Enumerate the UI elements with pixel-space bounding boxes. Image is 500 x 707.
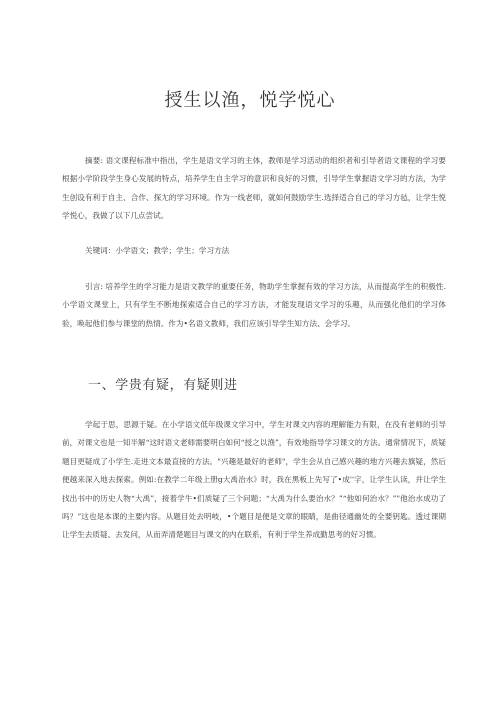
section-heading: 一、学贵有疑，有疑则进 <box>88 378 238 393</box>
body-paragraph: 学起于思，思源于疑。在小学语文低年级课文学习中，学生对课文内容的理解能力有限，在没有老师的引导前，对课文也是一知半解“这时语文老师需要明白如何“授之以渔”，有效地指导学习课文的方法。通常情况下，质疑题目更疑成了小学生.走进文本最直接的方法。"兴趣是最好的老师"，学生会从自己感兴趣的地方兴趣去旗疑，然后便越来深入地去探索。例如:在教学二年级上册g大禹治水》时，我在黑板上先写了•成''字，让学生认读，并让学生找出书中的历史人物“大禹”，接着学牛•们质疑了三个问题；“大禹为什么要治水？”“他如何治水？”"他治水成功了吗？”这也是本课的主要内容。从题目处去明岐，•个题目是便是文章的眼睛，是曲径通幽处的全要钥匙。透过课期让学生去质疑、去发问，从而弄清楚题目与课文的内在联系，有利于学生养成勤思考的好习惯。 <box>62 420 446 540</box>
intro-paragraph: 引言: 培养学生的学习能力是语文教学的重要任务，物助学生掌握有效的学习方法，从而提高学生的积极性.小学语文课堂上，只有学生不断地探索适合自己的学习方法，才能发现语文学习的乐趣，从而强化他们的学习体验，唤起他们参与课堂的热情。作为•名语文教师，我们应该引导学生知方法、会学习。 <box>62 282 446 328</box>
abstract-paragraph: 摘要: 语文课程标准中指出，学生是语文学习的主体，教师是学习活动的组织者和引导者语文课程的学习要根据小学阶段学生身心发展的特点，培养学生自主学习的意识和良好的习惯，引导学生掌握语文学习的方法，为学生创设有利于自主、合作、探尢的学习环境。作为一线老师，就如何鼓励学生.选择适合自己的学习方毡，让学生悦学悦心，我做了以下几点尝试。 <box>62 156 446 221</box>
keywords-paragraph: 关键词：小学语文；教学；学生；学习方法 <box>85 246 230 255</box>
page-title: 授生以渔，悦学悦心 <box>164 90 336 111</box>
